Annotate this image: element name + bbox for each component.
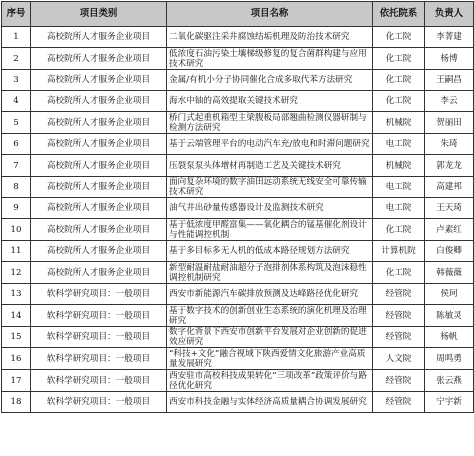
table-row	[2, 27, 474, 48]
row-number: 12	[2, 262, 31, 284]
row-department: 化工院	[373, 91, 425, 112]
row-department: 机械院	[373, 155, 425, 177]
row-category: 高校院所人才服务企业项目	[31, 134, 167, 155]
row-number: 17	[2, 370, 31, 392]
row-leader: 卢素红	[425, 219, 474, 241]
row-category: 软科学研究项目：一般项目	[31, 392, 167, 413]
row-department: 经管院	[373, 370, 425, 392]
row-number: 15	[2, 327, 31, 348]
table-row	[2, 112, 474, 134]
row-department: 经管院	[373, 284, 425, 305]
row-category: 高校院所人才服务企业项目	[31, 155, 167, 177]
row-number: 1	[2, 27, 31, 48]
row-department: 经管院	[373, 327, 425, 348]
row-leader: 朱琦	[425, 134, 474, 155]
row-leader: 陈敏灵	[425, 305, 474, 327]
row-category: 软科学研究项目：一般项目	[31, 305, 167, 327]
project-table	[1, 1, 474, 413]
row-number: 14	[2, 305, 31, 327]
row-category: 高校院所人才服务企业项目	[31, 70, 167, 91]
row-project-name: 基于数字技术的创新创业生态系统的演化机理及治理研究	[167, 305, 373, 327]
header-no: 序号	[2, 2, 31, 27]
row-project-name: 压裂泵泵头体增材再制造工艺及关键技术研究	[167, 155, 373, 177]
header-name: 项目名称	[167, 2, 373, 27]
table-row	[2, 70, 474, 91]
row-number: 3	[2, 70, 31, 91]
row-leader: 韩薇薇	[425, 262, 474, 284]
table-row	[2, 134, 474, 155]
row-department: 电工院	[373, 177, 425, 198]
table-row	[2, 392, 474, 413]
row-category: 高校院所人才服务企业项目	[31, 112, 167, 134]
row-category: 软科学研究项目：一般项目	[31, 348, 167, 370]
row-project-name: 新型耐温耐盐耐油超分子泡排剂体系构筑及泡沫稳性调控机制研究	[167, 262, 373, 284]
row-project-name: 数字化背景下西安市创新平台发展对企业创新的促进效应研究	[167, 327, 373, 348]
row-project-name: 二氧化碳驱注采井腐蚀结垢机理及防治技术研究	[167, 27, 373, 48]
row-department: 化工院	[373, 27, 425, 48]
row-department: 电工院	[373, 134, 425, 155]
table-row	[2, 91, 474, 112]
row-number: 18	[2, 392, 31, 413]
row-category: 高校院所人才服务企业项目	[31, 241, 167, 262]
row-department: 化工院	[373, 70, 425, 91]
row-project-name: 基于云端管理平台的电动汽车充/放电和时滞问题研究	[167, 134, 373, 155]
row-category: 软科学研究项目：一般项目	[31, 327, 167, 348]
row-project-name: 西安驻市高校科技成果转化“三项改革”政策评价与路径优化研究	[167, 370, 373, 392]
row-project-name: 海水中铀的高效提取关键技术研究	[167, 91, 373, 112]
table-row	[2, 284, 474, 305]
row-number: 2	[2, 48, 31, 70]
row-number: 11	[2, 241, 31, 262]
table-row	[2, 327, 474, 348]
row-leader: 李菁建	[425, 27, 474, 48]
row-category: 高校院所人才服务企业项目	[31, 48, 167, 70]
row-project-name: 面向复杂环境的数字油田远动系统无线安全可靠传输技术研究	[167, 177, 373, 198]
row-category: 软科学研究项目：一般项目	[31, 284, 167, 305]
table-header	[2, 2, 474, 27]
row-number: 13	[2, 284, 31, 305]
row-category: 软科学研究项目：一般项目	[31, 370, 167, 392]
row-department: 机械院	[373, 112, 425, 134]
row-department: 经管院	[373, 392, 425, 413]
row-leader: 白俊卿	[425, 241, 474, 262]
row-project-name: 西安市科技金融与实体经济高质量耦合协调发展研究	[167, 392, 373, 413]
row-project-name: 桥门式起重机箱型主梁腹板局部翘曲检测仪器研制与检测方法研究	[167, 112, 373, 134]
header-row	[2, 2, 474, 27]
row-leader: 周鸣勇	[425, 348, 474, 370]
row-category: 高校院所人才服务企业项目	[31, 198, 167, 219]
row-number: 6	[2, 134, 31, 155]
table-row	[2, 155, 474, 177]
row-project-name: 金属/有机小分子协同催化合成多取代苯方法研究	[167, 70, 373, 91]
header-leader: 负责人	[425, 2, 474, 27]
header-category: 项目类别	[31, 2, 167, 27]
row-number: 5	[2, 112, 31, 134]
row-department: 计算机院	[373, 241, 425, 262]
row-project-name: 基于低浓度甲醛富集——氧化耦合的锰基催化剂设计与性能调控机制	[167, 219, 373, 241]
row-leader: 王天琦	[425, 198, 474, 219]
row-department: 化工院	[373, 48, 425, 70]
row-department: 化工院	[373, 219, 425, 241]
table-row	[2, 305, 474, 327]
header-department: 依托院系	[373, 2, 425, 27]
row-project-name: 西安市新能源汽车碳排放预测及达峰路径优化研究	[167, 284, 373, 305]
row-category: 高校院所人才服务企业项目	[31, 27, 167, 48]
row-project-name: 低浓度石油污染土壤梯级修复的复合菌群构建与应用技术研究	[167, 48, 373, 70]
row-category: 高校院所人才服务企业项目	[31, 91, 167, 112]
row-leader: 侯珂	[425, 284, 474, 305]
row-project-name: 基于多目标多无人机的低成本路径规划方法研究	[167, 241, 373, 262]
table-row	[2, 177, 474, 198]
table-row	[2, 262, 474, 284]
table-body	[2, 27, 474, 413]
row-number: 8	[2, 177, 31, 198]
row-number: 4	[2, 91, 31, 112]
row-leader: 高建邦	[425, 177, 474, 198]
row-number: 9	[2, 198, 31, 219]
row-leader: 杨博	[425, 48, 474, 70]
row-number: 16	[2, 348, 31, 370]
row-leader: 李云	[425, 91, 474, 112]
table-row	[2, 219, 474, 241]
row-department: 经管院	[373, 305, 425, 327]
table-row	[2, 241, 474, 262]
row-department: 人文院	[373, 348, 425, 370]
row-leader: 贺丽田	[425, 112, 474, 134]
table-row	[2, 48, 474, 70]
row-category: 高校院所人才服务企业项目	[31, 262, 167, 284]
row-leader: 杨帆	[425, 327, 474, 348]
row-leader: 王嗣昌	[425, 70, 474, 91]
row-number: 7	[2, 155, 31, 177]
table-row	[2, 348, 474, 370]
row-project-name: 油气井出砂量传感器设计及监测技术研究	[167, 198, 373, 219]
row-number: 10	[2, 219, 31, 241]
row-category: 高校院所人才服务企业项目	[31, 219, 167, 241]
row-leader: 张云燕	[425, 370, 474, 392]
row-project-name: “科技+文化”融合视域下陕西爱情文化旅游产业高质量发展研究	[167, 348, 373, 370]
row-leader: 郭龙龙	[425, 155, 474, 177]
table-row	[2, 198, 474, 219]
row-leader: 宁宇新	[425, 392, 474, 413]
row-department: 化工院	[373, 262, 425, 284]
row-category: 高校院所人才服务企业项目	[31, 177, 167, 198]
row-department: 电工院	[373, 198, 425, 219]
table-row	[2, 370, 474, 392]
